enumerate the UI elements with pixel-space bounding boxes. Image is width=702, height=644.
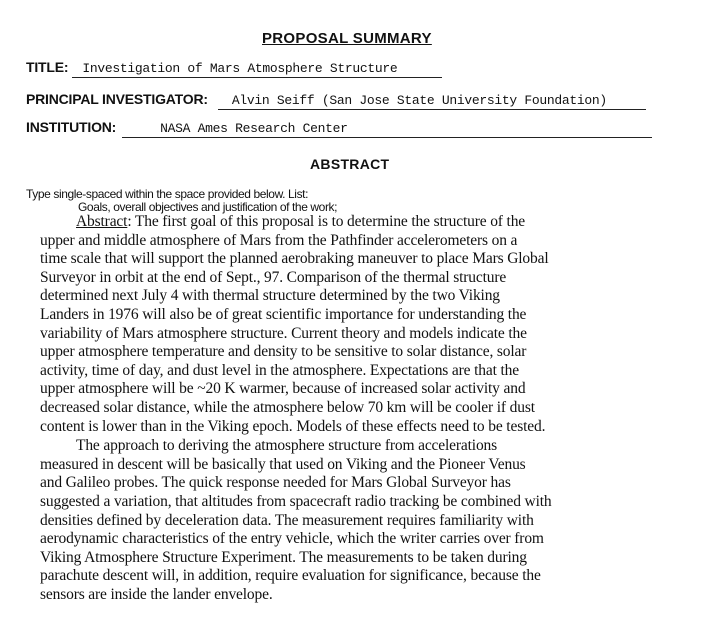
abstract-line: Surveyor in orbit at the end of Sept., 97. Comparison of the thermal structure — [40, 268, 507, 286]
abstract-line: parachute descent will, in addition, require evaluation for significance, because the — [40, 567, 541, 585]
abstract-line: determined next July 4 with thermal structure determined by the two Viking — [40, 287, 500, 305]
abstract-line — [40, 213, 690, 232]
abstract-label: Abstract — [76, 213, 128, 230]
title-label: TITLE: — [26, 59, 69, 75]
abstract-line: activity, time of day, and dust level in the atmosphere. Expectations are that the — [40, 361, 519, 379]
institution-label: INSTITUTION: — [26, 119, 117, 135]
instructions-line: Type single-spaced within the space provided below. List: — [26, 187, 309, 201]
abstract-body — [40, 213, 690, 604]
abstract-line: densities defined by deceleration data. The measurement requires familiarity with — [40, 511, 534, 529]
abstract-line: content is lower than in the Viking epoch. Models of these effects need to be tested. — [40, 417, 546, 435]
principal-investigator-value: Alvin Seiff (San Jose State University Foundation) — [218, 93, 646, 110]
principal-investigator-field — [26, 91, 646, 110]
abstract-line: decreased solar distance, while the atmosphere below 70 km will be cooler if dust — [40, 398, 535, 416]
abstract-line: upper atmosphere will be ~20 K warmer, because of increased solar activity and — [40, 380, 526, 398]
abstract-paragraph-1 — [40, 213, 690, 436]
instructions — [26, 187, 337, 215]
abstract-line: measured in descent will be basically that used on Viking and the Pioneer Venus — [40, 455, 526, 473]
abstract-line: suggested a variation, that altitudes from spacecraft radio tracking be combined with — [40, 492, 552, 510]
instructions-line: Goals, overall objectives and justification of the work; — [78, 200, 338, 214]
institution-value: NASA Ames Research Center — [122, 121, 652, 138]
abstract-paragraph-2 — [40, 437, 690, 604]
title-value: Investigation of Mars Atmosphere Structure — [72, 61, 442, 78]
principal-investigator-label: PRINCIPAL INVESTIGATOR: — [26, 91, 208, 107]
abstract-line-text: : The first goal of this proposal is to determine the structure of the — [127, 213, 526, 230]
abstract-line: aerodynamic characteristics of the entry vehicle, which the writer carries over from — [40, 530, 544, 548]
abstract-line: sensors are inside the lander envelope. — [40, 585, 273, 603]
abstract-line: time scale that will support the planned aerobraking maneuver to place Mars Global — [40, 250, 549, 268]
abstract-line: Viking Atmosphere Structure Experiment. The measurements to be taken during — [40, 548, 527, 566]
abstract-line: upper and middle atmosphere of Mars from the Pathfinder accelerometers on a — [40, 231, 518, 249]
abstract-line: Landers in 1976 will also be of great scientific importance for understanding the — [40, 305, 527, 323]
abstract-heading: ABSTRACT — [310, 156, 390, 172]
abstract-line: and Galileo probes. The quick response needed for Mars Global Surveyor has — [40, 474, 511, 492]
page-heading: PROPOSAL SUMMARY — [262, 30, 432, 47]
institution-field — [26, 119, 652, 138]
abstract-line: upper atmosphere temperature and density to be sensitive to solar distance, solar — [40, 343, 527, 361]
abstract-line: The approach to deriving the atmosphere structure from accelerations — [76, 437, 498, 455]
abstract-line: variability of Mars atmosphere structure. Current theory and models indicate the — [40, 324, 527, 342]
title-field — [26, 59, 442, 78]
